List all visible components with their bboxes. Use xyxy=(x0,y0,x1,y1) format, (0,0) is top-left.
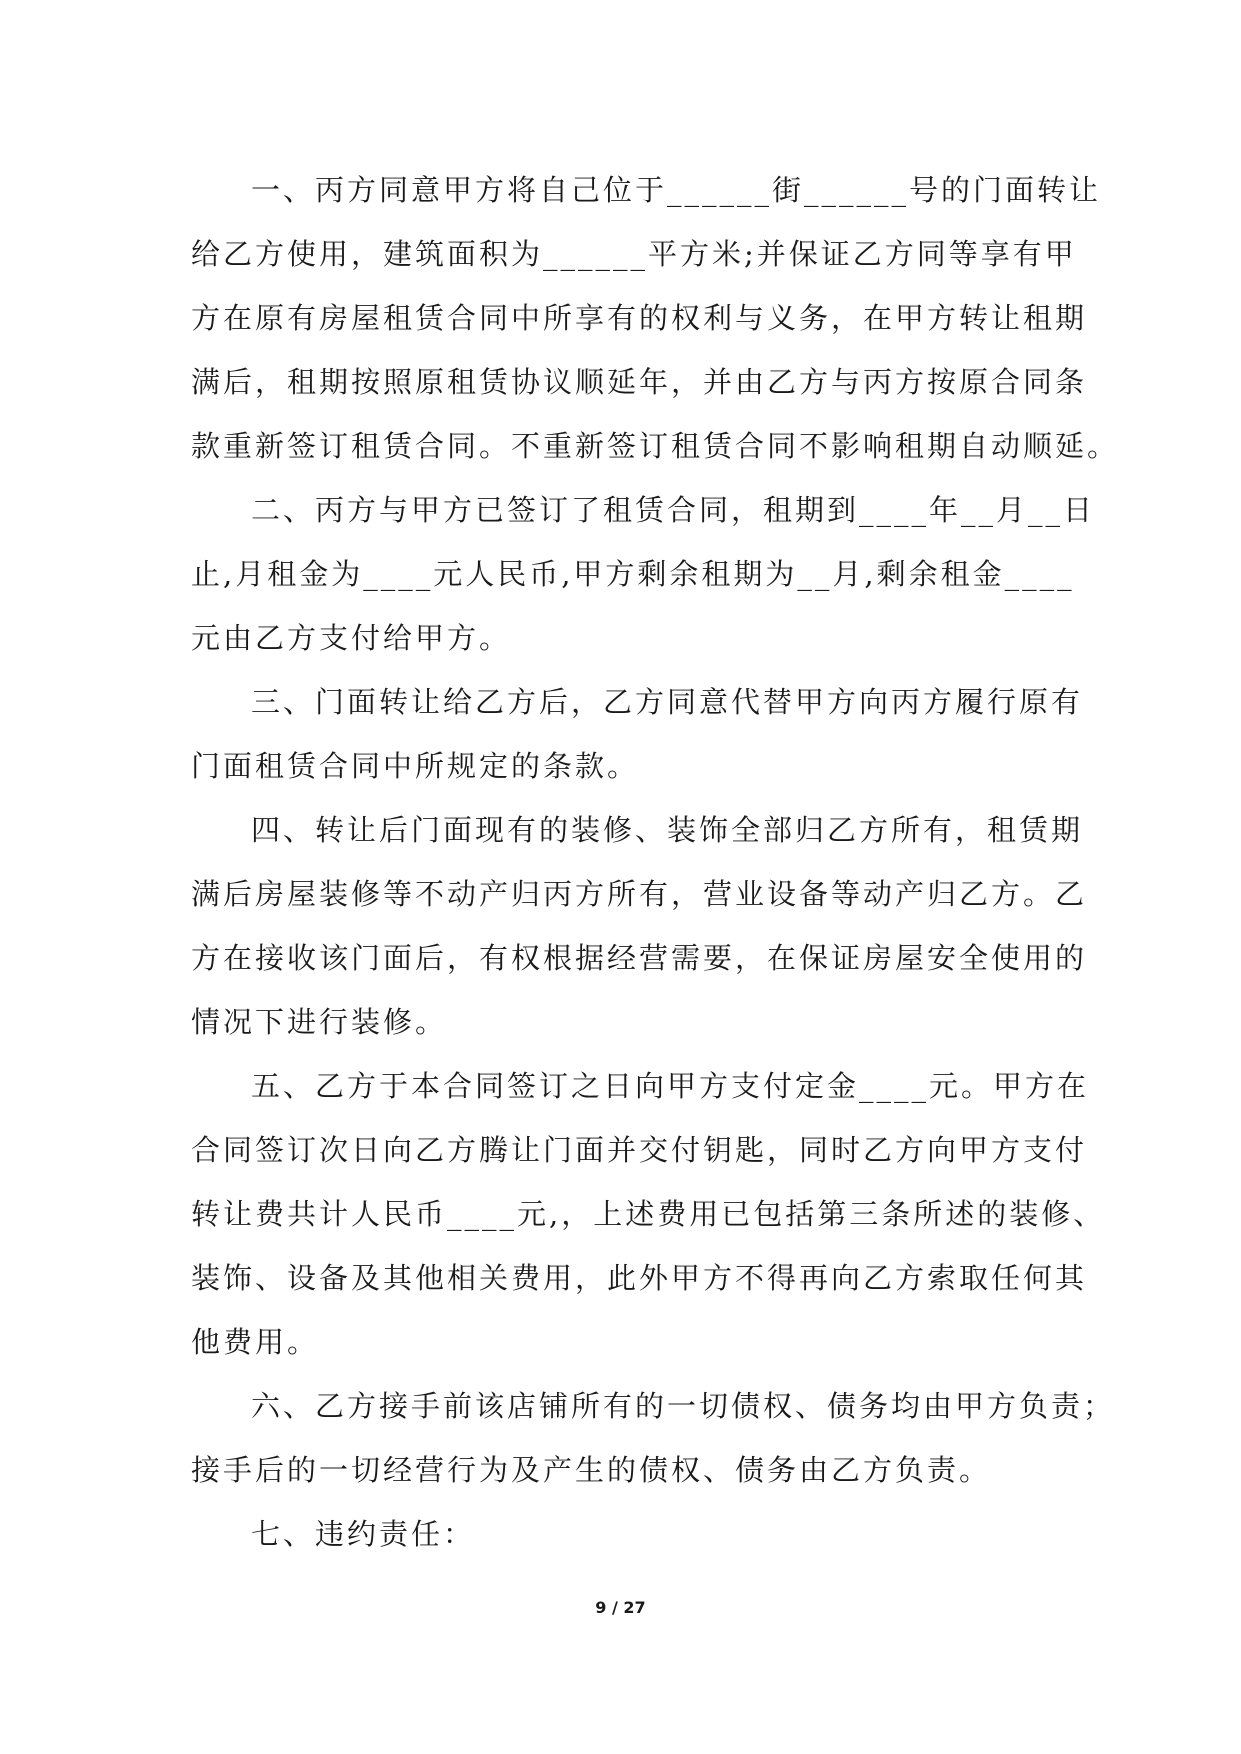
clause-3-line-1: 三、门面转让给乙方后，乙方同意代替甲方向丙方履行原有 xyxy=(251,685,1084,719)
clause-4-line-3: 方在接收该门面后，有权根据经营需要，在保证房屋安全使用的 xyxy=(191,941,1088,975)
clause-5-line-5: 他费用。 xyxy=(191,1325,320,1359)
clause-7-heading: 七、违约责任： xyxy=(251,1517,476,1551)
clause-1-line-5: 款重新签订租赁合同。不重新签订租赁合同不影响租期自动顺延。 xyxy=(191,429,1120,463)
clause-4-line-4: 情况下进行装修。 xyxy=(191,1005,448,1039)
page-number: 9 / 27 xyxy=(595,1598,646,1617)
clause-2-line-3: 元由乙方支付给甲方。 xyxy=(191,621,512,655)
clause-3-line-2: 门面租赁合同中所规定的条款。 xyxy=(191,749,640,783)
clause-5-line-3: 转让费共计人民币____元,，上述费用已包括第三条所述的装修、 xyxy=(191,1197,1106,1231)
clause-5-line-1: 五、乙方于本合同签订之日向甲方支付定金____元。甲方在 xyxy=(251,1069,1090,1103)
clause-5-line-4: 装饰、设备及其他相关费用，此外甲方不得再向乙方索取任何其 xyxy=(191,1261,1088,1295)
clause-6-line-1: 六、乙方接手前该店铺所有的一切债权、债务均由甲方负责； xyxy=(251,1389,1116,1423)
clause-1-line-3: 方在原有房屋租赁合同中所享有的权利与义务，在甲方转让租期 xyxy=(191,301,1088,335)
clause-5-line-2: 合同签订次日向乙方腾让门面并交付钥匙，同时乙方向甲方支付 xyxy=(191,1133,1088,1167)
document-body xyxy=(191,158,1120,1566)
clause-1-line-1: 一、丙方同意甲方将自己位于______街______号的门面转让 xyxy=(251,173,1102,207)
clause-1-line-4: 满后，租期按照原租赁协议顺延年，并由乙方与丙方按原合同条 xyxy=(191,365,1088,399)
clause-2-line-2: 止,月租金为____元人民币,甲方剩余租期为__月,剩余租金____ xyxy=(191,557,1075,591)
clause-6-line-2: 接手后的一切经营行为及产生的债权、债务由乙方负责。 xyxy=(191,1453,992,1487)
clause-1-line-2: 给乙方使用，建筑面积为______平方米;并保证乙方同等享有甲 xyxy=(191,237,1077,271)
clause-4-line-1: 四、转让后门面现有的装修、装饰全部归乙方所有，租赁期 xyxy=(251,813,1084,847)
clause-4-line-2: 满后房屋装修等不动产归丙方所有，营业设备等动产归乙方。乙 xyxy=(191,877,1088,911)
clause-2-line-1: 二、丙方与甲方已签订了租赁合同，租期到____年__月__日 xyxy=(251,493,1096,527)
